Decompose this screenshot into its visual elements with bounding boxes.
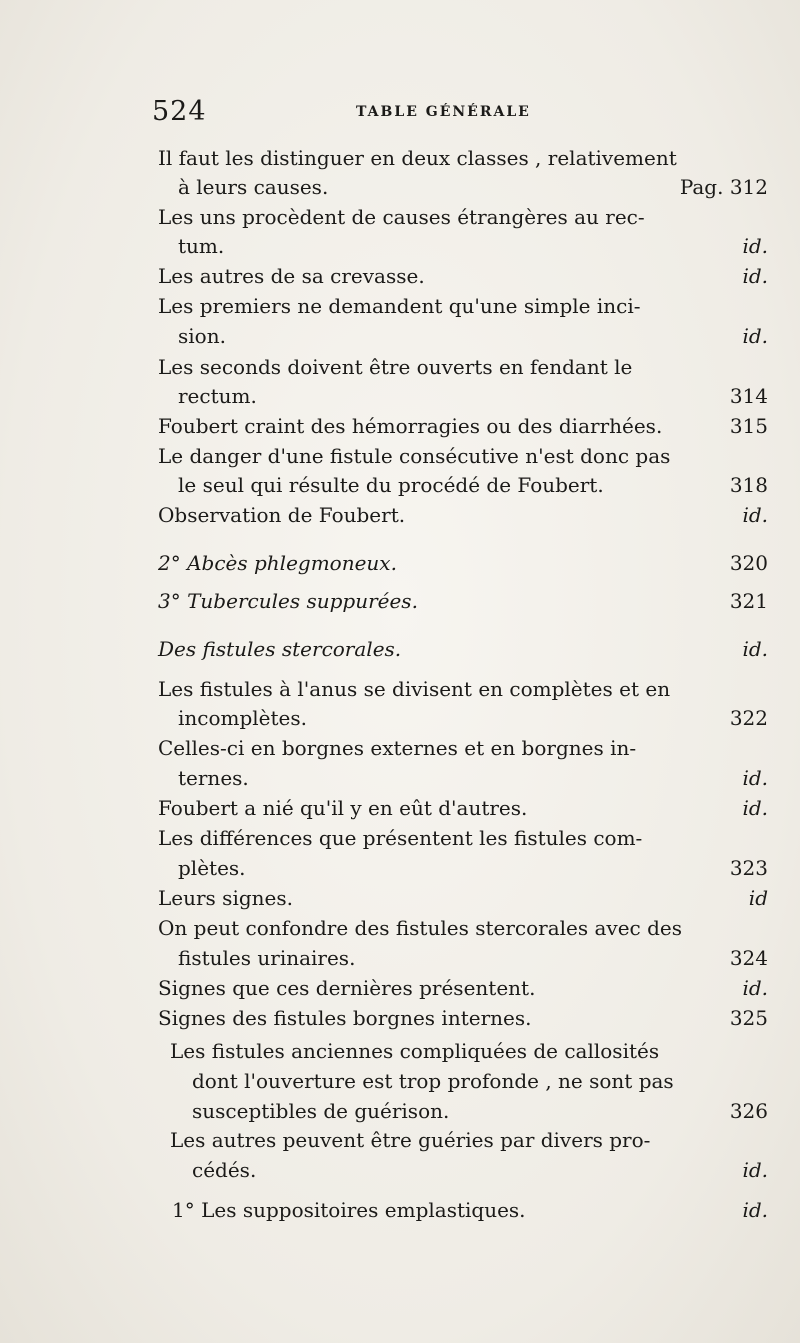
toc-line — [170, 1125, 768, 1155]
toc-text: Les fistules à l'anus se divisent en complètes et en — [158, 677, 671, 701]
toc-text: cédés. — [192, 1158, 257, 1182]
toc-line — [178, 853, 768, 883]
toc-text: Celles-ci en borgnes externes et en borgnes in- — [158, 736, 637, 760]
toc-line — [158, 634, 768, 664]
toc-line — [158, 913, 768, 943]
toc-line — [158, 793, 768, 823]
toc-line — [158, 261, 768, 291]
toc-page-ref: id. — [742, 1198, 768, 1222]
toc-text: incomplètes. — [178, 706, 308, 730]
toc-page-ref: id. — [742, 264, 768, 288]
toc-text: Les uns procèdent de causes étrangères au rec- — [158, 205, 645, 229]
toc-page-ref: 314 — [729, 384, 768, 408]
toc-line — [178, 703, 768, 733]
toc-text: le seul qui résulte du procédé de Foubert. — [178, 473, 604, 497]
toc-text: Observation de Foubert. — [158, 503, 406, 527]
toc-page-ref: 322 — [729, 706, 768, 730]
toc-text: sion. — [178, 324, 226, 348]
toc-text: susceptibles de guérison. — [192, 1099, 450, 1123]
toc-page-ref: id. — [742, 1158, 768, 1182]
toc-line — [158, 202, 768, 232]
toc-line — [158, 733, 768, 763]
toc-line — [172, 1195, 768, 1225]
toc-page-ref: id. — [742, 637, 768, 661]
toc-line — [158, 441, 768, 471]
toc-line — [158, 973, 768, 1003]
toc-line — [178, 321, 768, 351]
toc-text: Les autres peuvent être guéries par divers pro- — [170, 1128, 651, 1152]
toc-line — [178, 381, 768, 411]
toc-text: Des fistules stercorales. — [158, 637, 402, 661]
toc-text: Il faut les distinguer en deux classes , relativement — [158, 146, 677, 170]
running-head: TABLE GÉNÉRALE — [356, 104, 531, 120]
toc-text: Les seconds doivent être ouverts en fendant le — [158, 355, 633, 379]
toc-text: plètes. — [178, 856, 246, 880]
toc-text: 1° Les suppositoires emplastiques. — [172, 1198, 526, 1222]
toc-line — [158, 143, 768, 173]
toc-line — [158, 291, 768, 321]
toc-page-ref: id. — [742, 324, 768, 348]
toc-line — [158, 352, 768, 382]
toc-text: Foubert a nié qu'il y en eût d'autres. — [158, 796, 528, 820]
toc-text: tum. — [178, 234, 225, 258]
toc-text: Les différences que présentent les fistules com- — [158, 826, 643, 850]
toc-page-ref: Pag. 312 — [679, 175, 768, 199]
toc-page-ref: 325 — [729, 1006, 768, 1030]
toc-text: Le danger d'une fistule consécutive n'est donc pas — [158, 444, 671, 468]
toc-page-ref: 315 — [729, 414, 768, 438]
toc-text: Les autres de sa crevasse. — [158, 264, 425, 288]
toc-line — [192, 1096, 768, 1126]
toc-page-ref: id. — [742, 976, 768, 1000]
toc-line — [178, 470, 768, 500]
toc-text: dont l'ouverture est trop profonde , ne sont pas — [192, 1069, 674, 1093]
toc-line — [192, 1155, 768, 1185]
toc-text: Leurs signes. — [158, 886, 293, 910]
toc-page-ref: id. — [742, 766, 768, 790]
toc-line — [158, 586, 768, 616]
toc-text: Signes que ces dernières présentent. — [158, 976, 536, 1000]
toc-text: fistules urinaires. — [178, 946, 356, 970]
toc-page-ref: id. — [742, 234, 768, 258]
toc-line — [158, 1003, 768, 1033]
toc-text: Les premiers ne demandent qu'une simple inci- — [158, 294, 641, 318]
toc-line — [170, 1036, 768, 1066]
toc-line — [178, 763, 768, 793]
toc-line — [192, 1066, 768, 1096]
toc-text: ternes. — [178, 766, 249, 790]
toc-text: à leurs causes. — [178, 175, 329, 199]
toc-text: Signes des fistules borgnes internes. — [158, 1006, 532, 1030]
toc-page-ref: 318 — [729, 473, 768, 497]
toc-line — [158, 674, 768, 704]
toc-text: On peut confondre des fistules stercorales avec des — [158, 916, 682, 940]
toc-page-ref: 324 — [729, 946, 768, 970]
toc-text: 3° Tubercules suppurées. — [158, 589, 418, 613]
toc-page-ref: 323 — [729, 856, 768, 880]
toc-line — [178, 943, 768, 973]
toc-line — [158, 548, 768, 578]
toc-line — [158, 411, 768, 441]
toc-text: Foubert craint des hémorragies ou des diarrhées. — [158, 414, 663, 438]
toc-text: 2° Abcès phlegmoneux. — [158, 551, 397, 575]
toc-page-ref: 326 — [729, 1099, 768, 1123]
page-number: 524 — [152, 96, 207, 127]
toc-line — [178, 172, 768, 202]
toc-page-ref: 321 — [729, 589, 768, 613]
toc-line — [158, 823, 768, 853]
toc-text: rectum. — [178, 384, 257, 408]
toc-page-ref: id. — [742, 503, 768, 527]
toc-page-ref: id — [748, 886, 768, 910]
toc-page-ref: id. — [742, 796, 768, 820]
toc-line — [158, 883, 768, 913]
toc-page-ref: 320 — [729, 551, 768, 575]
toc-text: Les fistules anciennes compliquées de callosités — [170, 1039, 660, 1063]
toc-line — [158, 500, 768, 530]
toc-line — [178, 231, 768, 261]
